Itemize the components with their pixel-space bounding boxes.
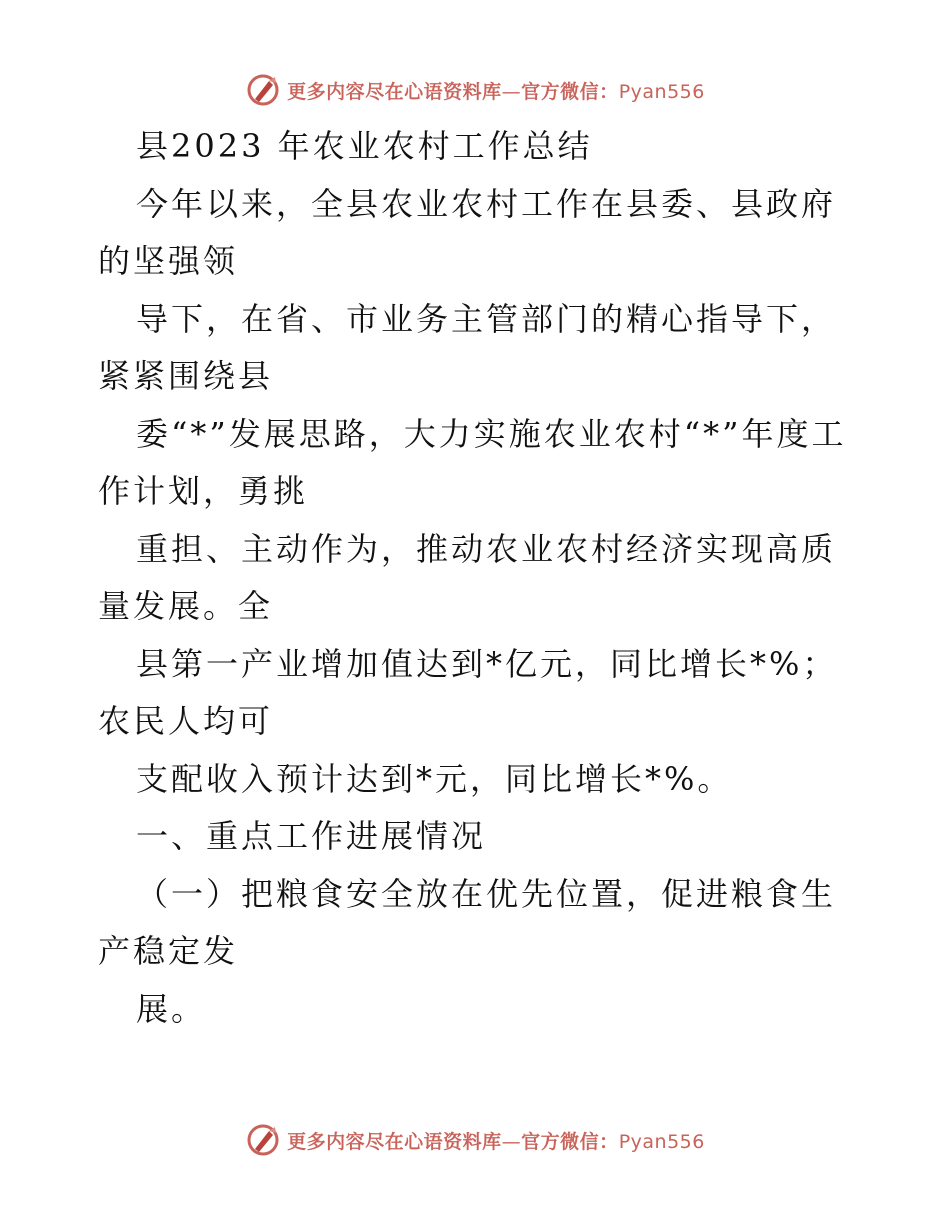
paragraph: 导下，在省、市业务主管部门的精心指导下，紧紧围绕县 xyxy=(98,299,837,395)
pen-nib-circle-icon xyxy=(245,72,281,108)
document-title: 县2023 年农业农村工作总结 xyxy=(136,127,593,165)
pen-nib-circle-icon xyxy=(245,1122,281,1158)
paragraph: 今年以来，全县农业农村工作在县委、县政府的坚强领 xyxy=(98,184,837,280)
document-body xyxy=(98,118,858,1038)
watermark-text: 更多内容尽在心语资料库—官方微信：Pyan556 xyxy=(287,1130,705,1153)
paragraph: 支配收入预计达到*元，同比增长*%。 xyxy=(136,759,733,798)
footer-watermark xyxy=(0,1120,950,1160)
paragraph: 重担、主动作为，推动农业农村经济实现高质量发展。全 xyxy=(98,529,837,625)
header-watermark xyxy=(0,70,950,110)
paragraph: 展。 xyxy=(136,989,207,1028)
paragraph: 县第一产业增加值达到*亿元，同比增长*%；农民人均可 xyxy=(98,644,838,740)
section-heading: 一、重点工作进展情况 xyxy=(136,817,487,855)
watermark-text: 更多内容尽在心语资料库—官方微信：Pyan556 xyxy=(287,80,705,103)
subsection-heading: （一）把粮食安全放在优先位置，促进粮食生产稳定发 xyxy=(98,874,837,970)
paragraph: 委“*”发展思路，大力实施农业农村“*”年度工作计划，勇挑 xyxy=(98,414,847,510)
